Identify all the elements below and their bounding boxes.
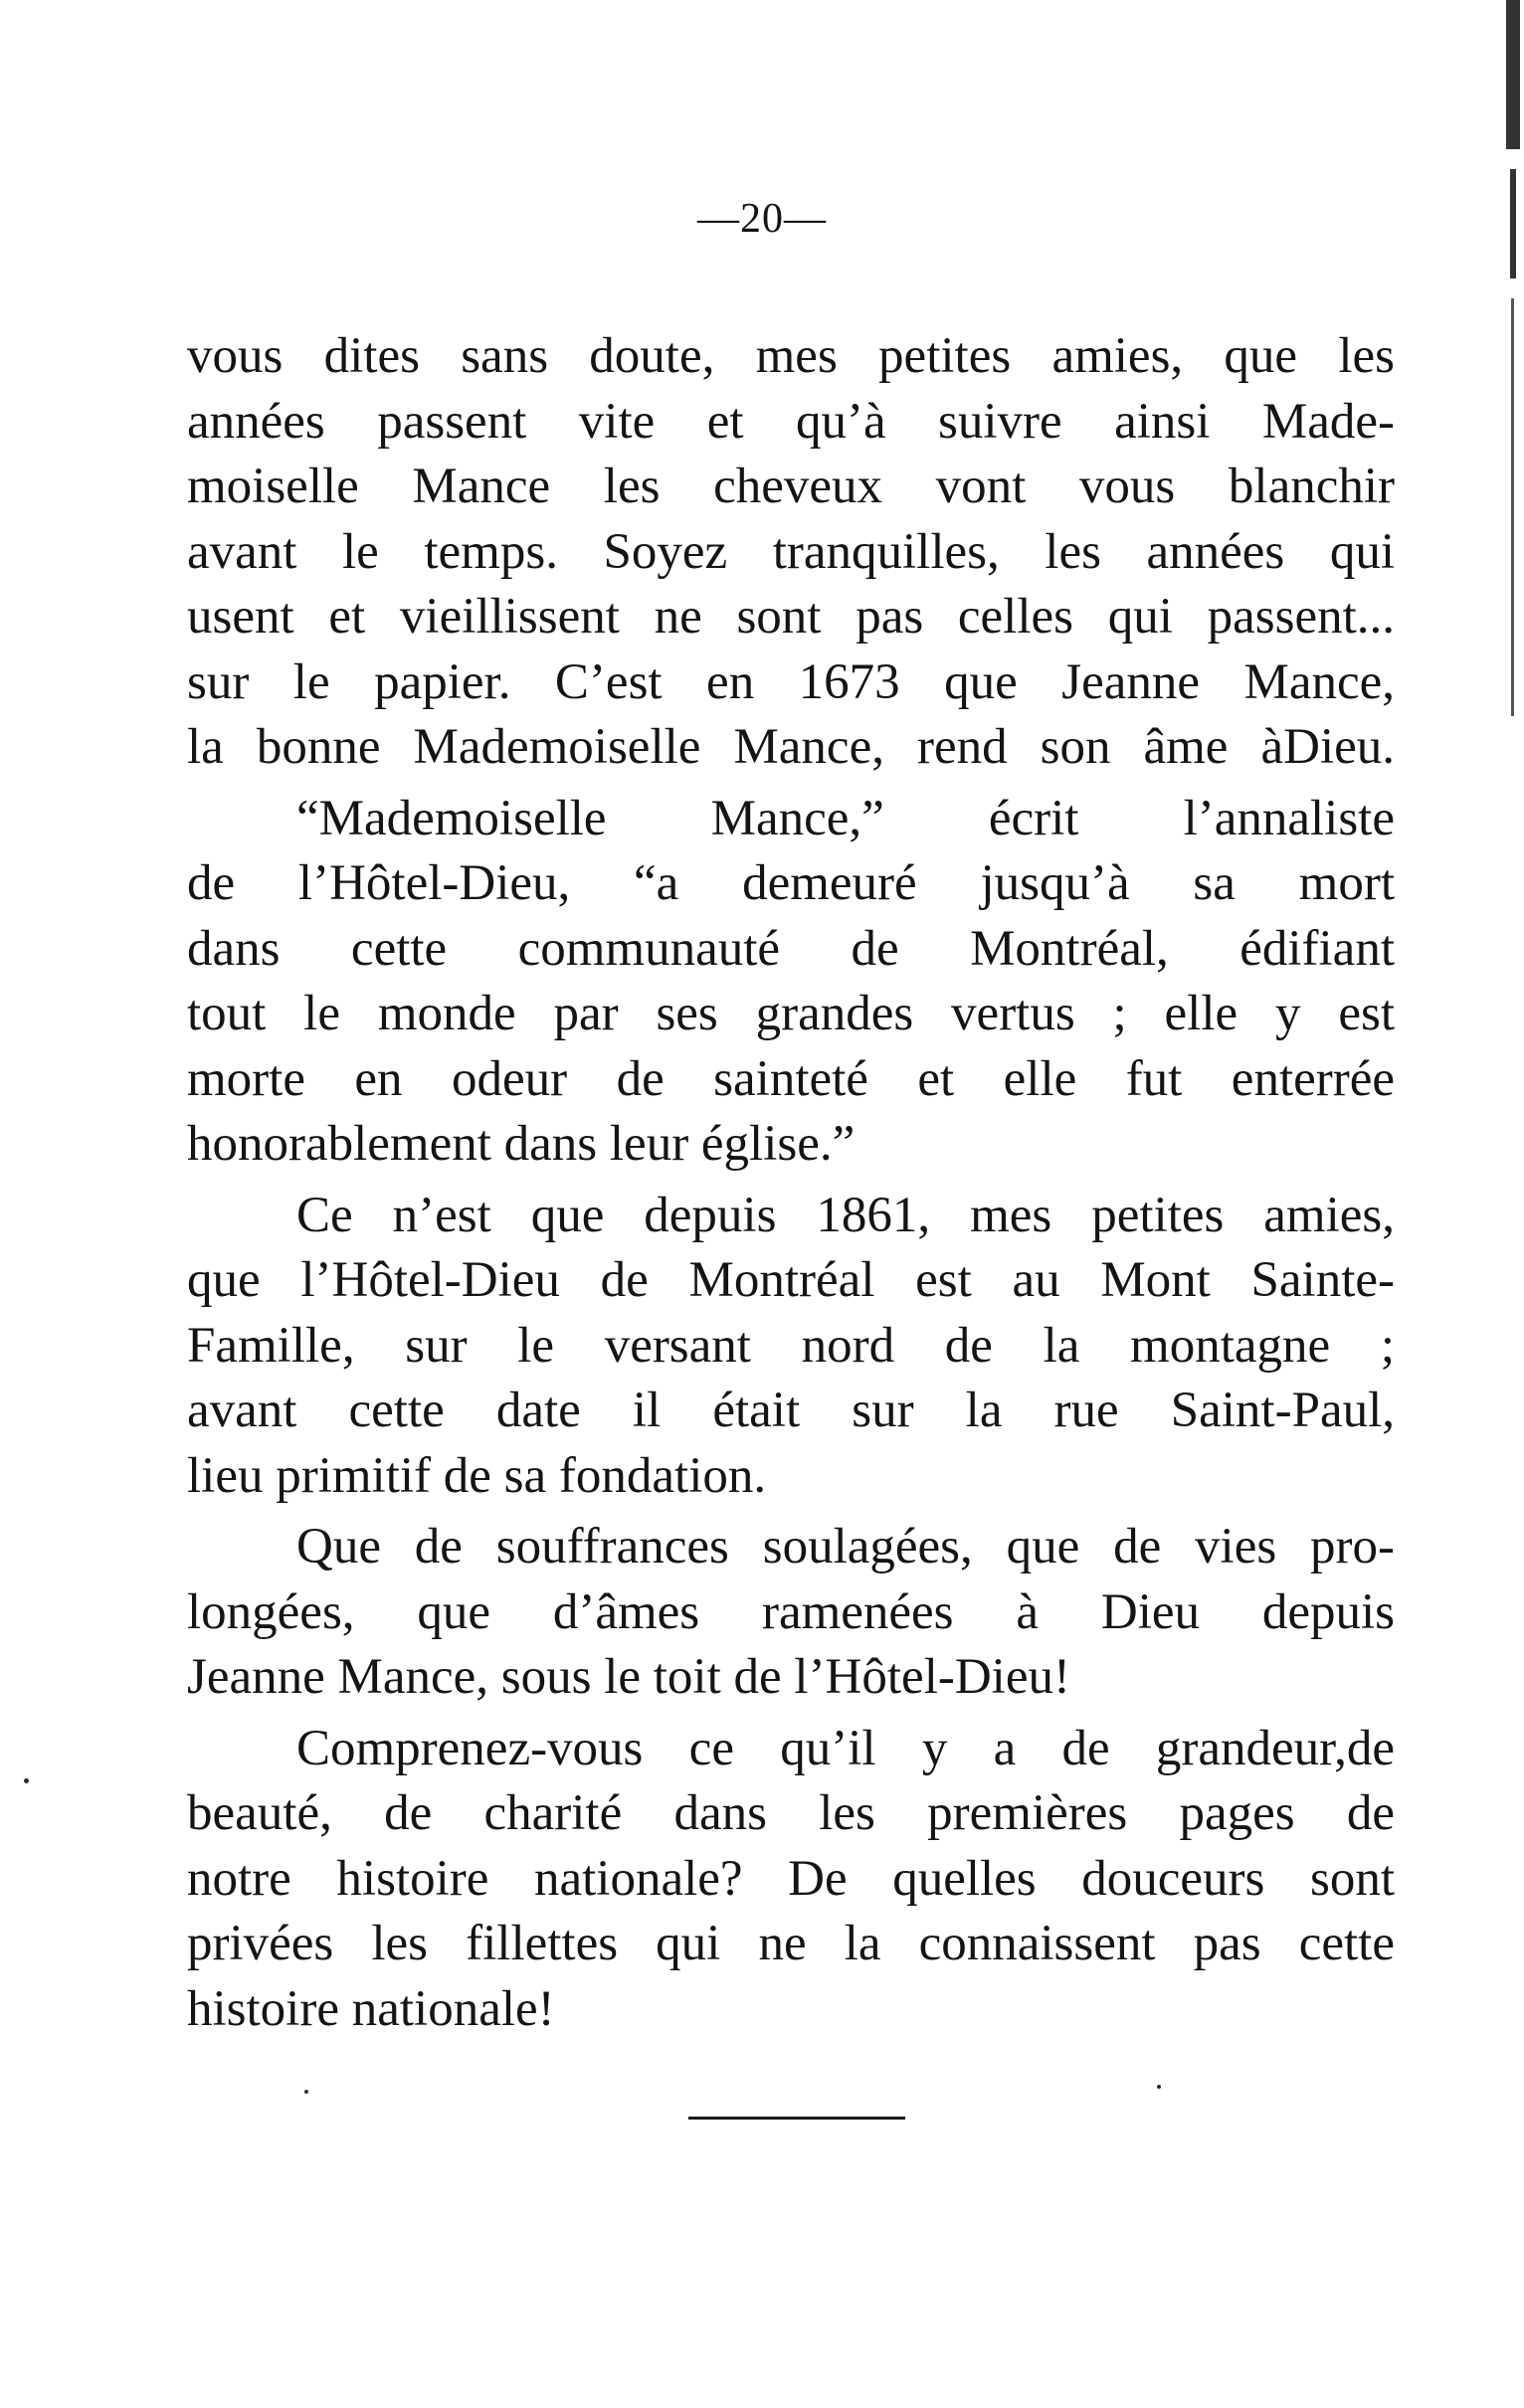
text-line: que l’Hôtel-Dieu de Montréal est au Mont Sainte-: [187, 1252, 1395, 1308]
text-line: sur le papier. C’est en 1673 que Jeanne Mance,: [187, 653, 1395, 710]
text-line: beauté, de charité dans les premières pages de: [187, 1785, 1395, 1841]
text-line: usent et vieillissent ne sont pas celles qui passent...: [187, 589, 1395, 645]
text-line: années passent vite et qu’à suivre ainsi Made-: [187, 393, 1395, 450]
text-line: histoire nationale!: [187, 1980, 555, 2037]
scan-edge-mark: [1506, 0, 1520, 149]
scan-speck: [304, 2090, 308, 2094]
text-line: dans cette communauté de Montréal, édifiant: [187, 920, 1395, 977]
paragraph: [187, 1717, 1395, 2043]
text-line: longées, que d’âmes ramenées à Dieu depuis: [187, 1583, 1395, 1640]
text-line: moiselle Mance les cheveux vont vous blanchir: [187, 459, 1395, 514]
paragraph: [187, 1184, 1395, 1510]
text-line: “Mademoiselle Mance,” écrit l’annaliste: [296, 790, 1395, 846]
end-rule: [688, 2117, 905, 2120]
text-line: morte en odeur de sainteté et elle fut enterrée: [187, 1050, 1395, 1107]
text-line: de l’Hôtel-Dieu, “a demeuré jusqu’à sa mort: [187, 855, 1395, 911]
text-line: Que de souffrances soulagées, que de vies pro-: [296, 1519, 1395, 1574]
scan-speck: [24, 1778, 29, 1783]
page-number: —20—: [697, 196, 827, 242]
text-line: avant le temps. Soyez tranquilles, les années qui: [187, 523, 1395, 580]
paragraph: [187, 1515, 1395, 1711]
paragraph: [187, 324, 1395, 781]
text-line: Famille, sur le versant nord de la montagne ;: [187, 1317, 1395, 1374]
text-line: notre histoire nationale? De quelles douceurs sont: [187, 1850, 1395, 1907]
text-line: Jeanne Mance, sous le toit de l’Hôtel-Dieu!: [187, 1649, 1070, 1705]
text-line: lieu primitif de sa fondation.: [187, 1447, 767, 1504]
scan-speck: [1157, 2085, 1161, 2089]
paragraph: [187, 787, 1395, 1178]
text-line: la bonne Mademoiselle Mance, rend son âme àDieu.: [187, 719, 1395, 775]
text-line: vous dites sans doute, mes petites amies, que les: [187, 328, 1395, 384]
text-line: honorablement dans leur église.”: [187, 1116, 856, 1172]
scan-edge-mark: [1510, 169, 1516, 278]
text-line: Comprenez-vous ce qu’il y a de grandeur,de: [296, 1720, 1395, 1776]
body-text: [187, 324, 1395, 2042]
text-line: Ce n’est que depuis 1861, mes petites amies,: [296, 1187, 1395, 1243]
text-line: tout le monde par ses grandes vertus ; elle y est: [187, 986, 1395, 1041]
text-line: privées les fillettes qui ne la connaissent pas cette: [187, 1916, 1395, 1971]
text-line: avant cette date il était sur la rue Saint-Paul,: [187, 1383, 1395, 1438]
scan-edge-mark: [1511, 298, 1514, 716]
